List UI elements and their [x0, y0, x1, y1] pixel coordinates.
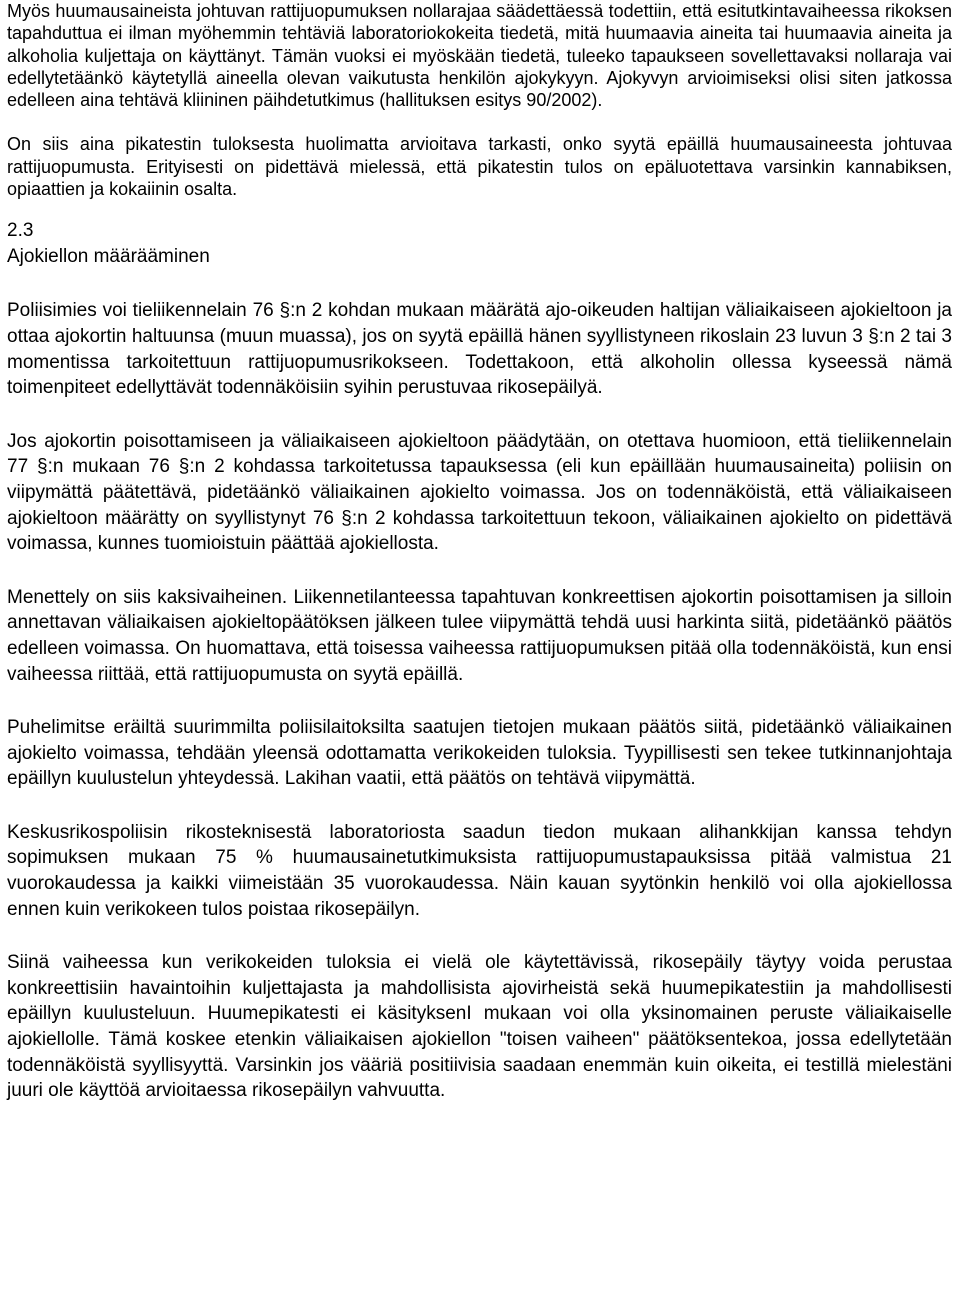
body-paragraph: Menettely on siis kaksivaiheinen. Liikennetilanteessa tapahtuvan konkreettisen ajokortin poisottamisen ja silloin annettavan väliaikaisen ajokieltopäätöksen jälkeen tulee viipymättä tehdä uusi harkinta siitä, pidetäänkö päätös edelleen voimassa. On huomattava, että toisessa vaiheessa rattijuopumuksen pitää olla todennäköistä, kun ensi vaiheessa riittää, että rattijuopumusta on syytä epäillä. [7, 586, 952, 685]
body-paragraph: Poliisimies voi tieliikennelain 76 §:n 2 kohdan mukaan määrätä ajo-oikeuden haltijan väliaikaiseen ajokieltoon ja ottaa ajokortin haltuunsa (muun muassa), jos on syytä epäillä hänen syyllistyneen rikoslain 23 luvun 3 §:n 2 tai 3 momentissa tarkoitettuun rattijuopumusrikokseen. Todettakoon, että alkoholin ollessa kyseessä nämä toimenpiteet edellyttävät todennäköisiin syihin perustuvaa rikosepäilyä. [7, 300, 952, 399]
body-paragraph: Keskusrikospoliisin rikosteknisestä laboratoriosta saadun tiedon mukaan alihankkijan kanssa tehdyn sopimuksen mukaan 75 % huumausainetutkimuksista rattijuopumustapauksissa pitää valmistua 21 vuorokaudessa ja kaikki viimeistään 35 vuorokaudessa. Näin kauan syytönkin henkilö voi olla ajokiellossa ennen kuin verikokeen tulos poistaa rikosepäilyn. [7, 821, 952, 920]
section-2-3 [7, 218, 952, 1103]
intro-paragraph: Myös huumausaineista johtuvan rattijuopumuksen nollarajaa säädettäessä todettiin, että esitutkintavaiheessa rikoksen tapahduttua ei ilman myöhemmin tehtäviä laboratoriokokeita tiedetä, mitä huumaavia aineita tai huumaavia aineita ja alkoholia kuljettaja on käyttänyt. Tämän vuoksi ei myöskään tiedetä, tuleeko tapaukseen sovellettavaksi nollaraja vai edellytetäänkö käytetyllä aineella olevan vaikutusta henkilön ajokykyyn. Ajokyvyn arvioimiseksi olisi siten jatkossa edelleen aina tehtävä kliininen päihdetutkimus (hallituksen esitys 90/2002). [7, 1, 952, 111]
section-title: Ajokiellon määrääminen [7, 246, 210, 268]
intro-section [7, 0, 952, 200]
section-number: 2.3 [7, 220, 34, 242]
body-paragraph: Puhelimitse eräiltä suurimmilta poliisilaitoksilta saatujen tietojen mukaan päätös siitä, pidetäänkö väliaikainen ajokielto voimassa, tehdään yleensä odottamatta verikokeiden tuloksia. Tyypillisesti sen tekee tutkinnanjohtaja epäillyn kuulustelun yhteydessä. Lakihan vaatii, että päätös on tehtävä viipymättä. [7, 717, 952, 790]
intro-paragraph: On siis aina pikatestin tuloksesta huolimatta arvioitava tarkasti, onko syytä epäillä huumausaineesta johtuvaa rattijuopumusta. Erityisesti on pidettävä mielessä, että pikatestin tulos on epäluotettava varsinkin kannabiksen, opiaattien ja kokaiinin osalta. [7, 134, 952, 200]
section-heading [7, 218, 952, 270]
body-paragraph: Jos ajokortin poisottamiseen ja väliaikaiseen ajokieltoon päädytään, on otettava huomioon, että tieliikennelain 77 §:n mukaan 76 §:n 2 kohdassa tarkoitetussa tapauksessa (eli kun epäillään huumausaineita) poliisin on viipymättä päätettävä, pidetäänkö väliaikainen ajokielto voimassa. Jos on todennäköistä, että väliaikaiseen ajokieltoon määrätty on syyllistynyt 76 §:n 2 kohdassa tarkoitettuun tekoon, väliaikainen ajokielto on pidettävä voimassa, kunnes tuomioistuin päättää ajokiellosta. [7, 430, 952, 555]
body-paragraph: Siinä vaiheessa kun verikokeiden tuloksia ei vielä ole käytettävissä, rikosepäily täytyy voida perustaa konkreettisiin havaintoihin kuljettajasta ja mahdollisista ajovirheistä sekä huumepikatestiin ja mahdollisesti epäillyn kuulusteluun. Huumepikatesti ei käsityksenI mukaan voi olla yksinomainen peruste väliaikaiselle ajokiellolle. Tämä koskee etenkin väliaikaisen ajokiellon "toisen vaiheen" päätöksentekoa, jossa edellytetään todennäköistä syyllisyyttä. Varsinkin jos vääriä positiivisia saadaan enemmän kuin oikeita, ei testillä mielestäni juuri ole käyttöä arvioitaessa rikosepäilyn vahvuutta. [7, 952, 952, 1102]
